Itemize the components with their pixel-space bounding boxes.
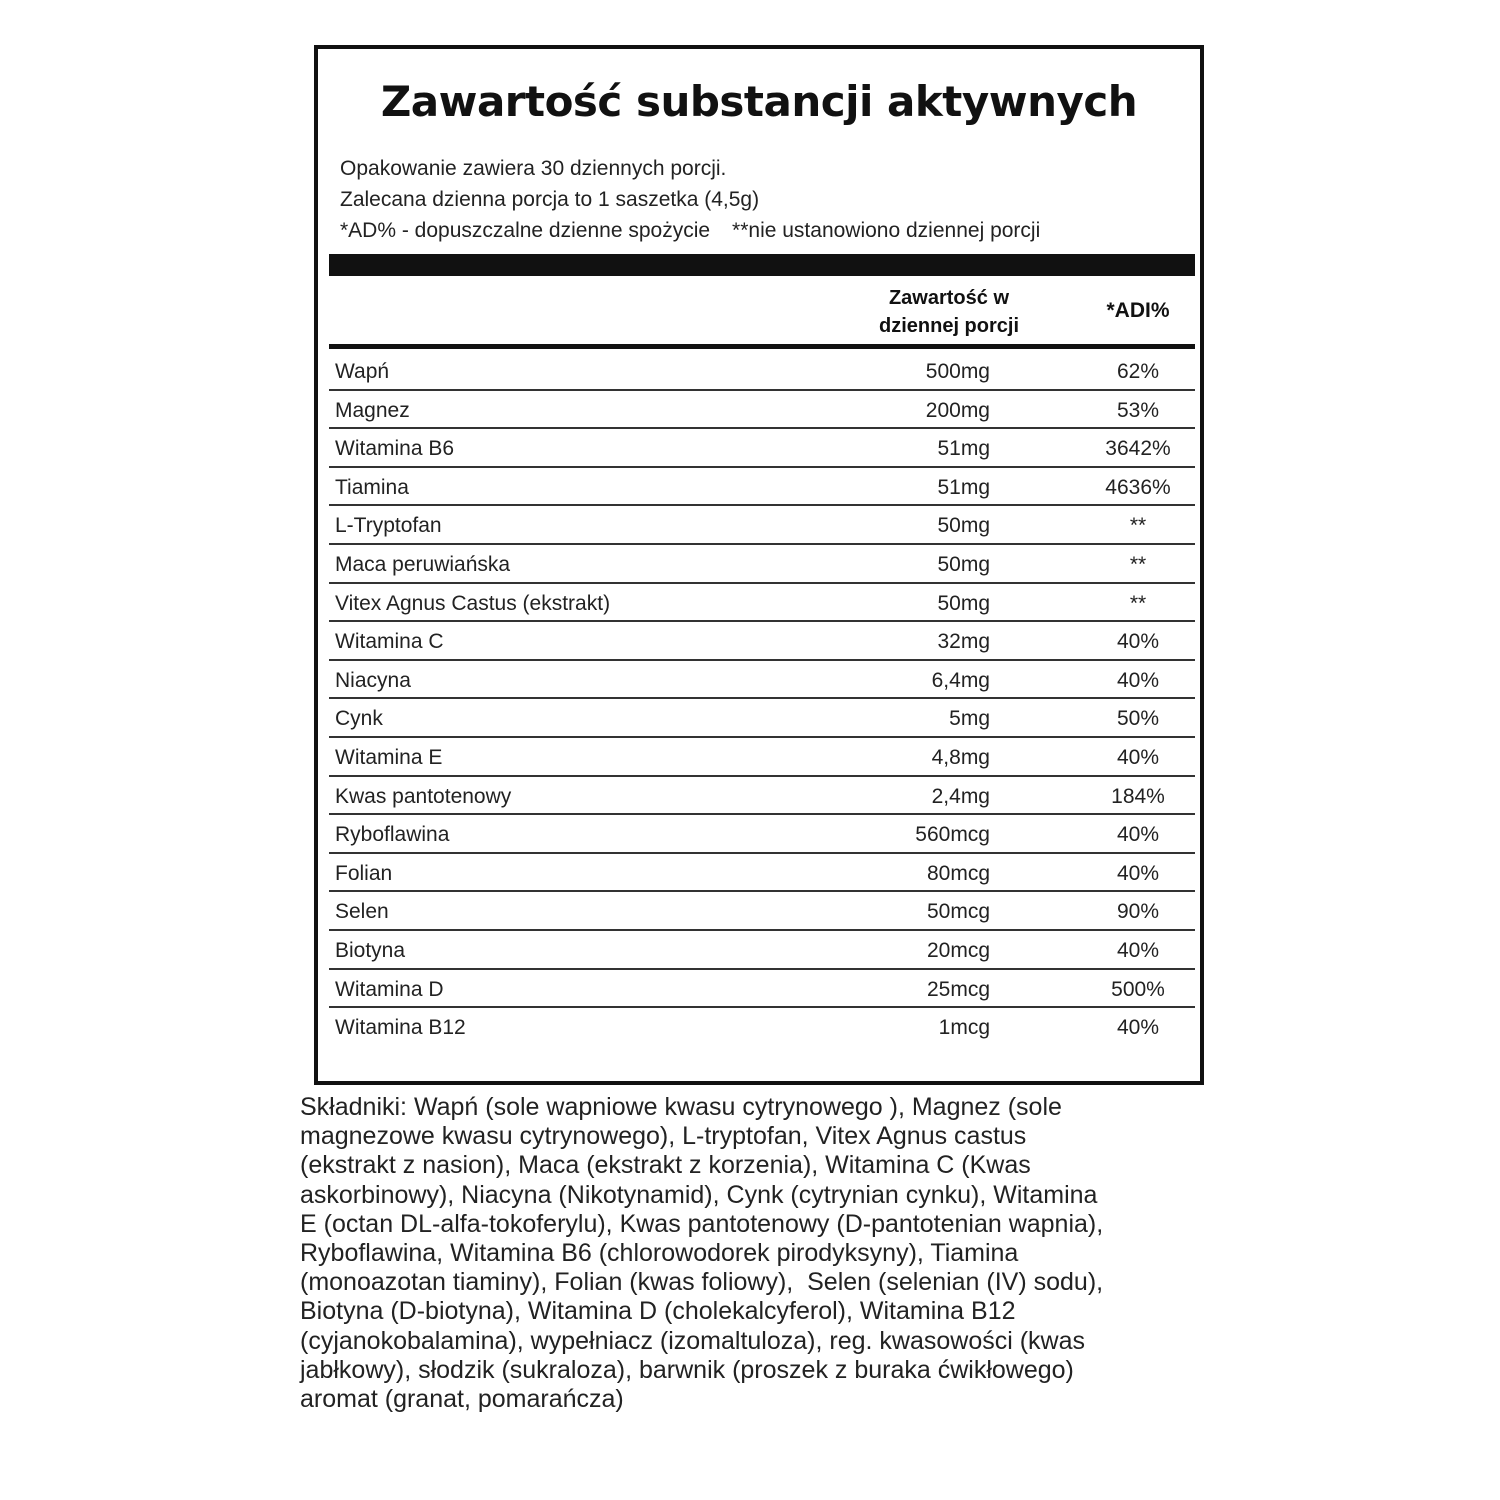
ingredients-line: E (octan DL-alfa-tokoferylu), Kwas pantotenowy (D-pantotenian wapnia), <box>300 1209 1104 1238</box>
nutrient-amount: 20mcg <box>926 938 990 962</box>
ingredients-line: Ryboflawina, Witamina B6 (chlorowodorek pirodyksyny), Tiamina <box>300 1239 1019 1268</box>
nutrient-amount: 1mcg <box>938 1016 990 1040</box>
nutrient-amount: 500mg <box>925 360 990 383</box>
ingredients-line: magnezowe kwasu cytrynowego), L-tryptofan, Vitex Agnus castus <box>300 1122 1027 1151</box>
table-row <box>329 468 1195 507</box>
nutrient-adi: 40% <box>1116 938 1160 962</box>
nutrient-amount: 50mg <box>937 514 990 538</box>
table-row <box>329 661 1195 700</box>
header-bar <box>329 254 1195 276</box>
ingredients-line: jabłkowy), słodzik (sukraloza), barwnik (proszek z buraka ćwikłowego) <box>300 1355 1074 1384</box>
nutrient-name: Kwas pantotenowy <box>335 784 512 808</box>
nutrient-adi: 40% <box>1116 861 1160 885</box>
nutrient-adi: 50% <box>1116 707 1160 731</box>
nutrient-table <box>329 352 1195 1047</box>
panel-title: Zawartość substancji aktywnych <box>380 77 1138 126</box>
nutrient-adi: 40% <box>1116 1016 1160 1040</box>
nutrient-name: Vitex Agnus Castus (ekstrakt) <box>335 591 611 615</box>
nutrient-adi: 3642% <box>1105 437 1171 461</box>
table-row <box>329 892 1195 931</box>
nutrient-name: L-Tryptofan <box>335 514 442 538</box>
table-row <box>329 699 1195 738</box>
ingredients-line: askorbinowy), Niacyna (Nikotynamid), Cynk (cytrynian cynku), Witamina <box>300 1180 1098 1209</box>
table-row <box>329 815 1195 854</box>
nutrient-name: Magnez <box>335 398 410 422</box>
nutrient-amount: 6,4mg <box>931 668 990 692</box>
nutrient-adi: 62% <box>1116 360 1160 383</box>
serving-info: Zalecana dzienna porcja to 1 saszetka (4,5g) <box>340 188 760 211</box>
nutrient-adi: 40% <box>1116 630 1160 654</box>
intro-text <box>340 153 1040 246</box>
nutrition-panel <box>314 45 1204 1085</box>
nutrient-amount: 32mg <box>937 630 990 654</box>
table-row <box>329 970 1195 1009</box>
nutrient-adi: ** <box>1129 514 1147 538</box>
column-header-adi: *ADI% <box>1106 299 1170 322</box>
column-header-amount-line1: Zawartość w <box>888 287 1010 309</box>
table-row <box>329 738 1195 777</box>
nutrient-name: Witamina B12 <box>335 1016 466 1040</box>
nutrient-amount: 50mg <box>937 591 990 615</box>
footnotes <box>340 215 1040 246</box>
nutrient-amount: 2,4mg <box>931 784 990 808</box>
nutrient-adi: ** <box>1129 552 1147 576</box>
nutrient-name: Selen <box>335 900 389 924</box>
table-row <box>329 584 1195 623</box>
table-row <box>329 352 1195 391</box>
footnote-not-established: **nie ustanowiono dziennej porcji <box>732 219 1041 242</box>
column-header-amount <box>838 284 1060 340</box>
nutrient-amount: 50mcg <box>926 900 990 924</box>
nutrient-name: Wapń <box>335 360 390 383</box>
table-row <box>329 391 1195 430</box>
nutrient-amount: 4,8mg <box>931 745 990 769</box>
nutrient-name: Cynk <box>335 707 383 731</box>
nutrient-adi: 53% <box>1116 398 1160 422</box>
nutrient-name: Witamina B6 <box>335 437 455 461</box>
nutrient-name: Maca peruwiańska <box>335 552 511 576</box>
nutrient-adi: ** <box>1129 591 1147 615</box>
nutrient-name: Witamina D <box>335 977 444 1001</box>
nutrient-name: Niacyna <box>335 668 411 692</box>
nutrient-name: Witamina C <box>335 630 444 654</box>
package-info: Opakowanie zawiera 30 dziennych porcji. <box>340 157 727 180</box>
nutrient-name: Witamina E <box>335 745 443 769</box>
nutrient-adi: 40% <box>1116 668 1160 692</box>
nutrient-adi: 184% <box>1111 784 1165 808</box>
header-rule <box>329 344 1195 349</box>
table-row <box>329 931 1195 970</box>
table-row <box>329 854 1195 893</box>
nutrient-amount: 560mcg <box>915 823 990 847</box>
table-row <box>329 622 1195 661</box>
ingredients-list <box>300 1093 1250 1414</box>
nutrient-name: Biotyna <box>335 938 406 962</box>
nutrient-name: Tiamina <box>335 475 409 499</box>
nutrient-adi: 40% <box>1116 745 1160 769</box>
nutrient-amount: 50mg <box>937 552 990 576</box>
ingredients-line: (monoazotan tiaminy), Folian (kwas foliowy), Selen (selenian (IV) sodu), <box>300 1268 1104 1297</box>
table-row <box>329 1008 1195 1047</box>
ingredients-line: aromat (granat, pomarańcza) <box>300 1385 624 1414</box>
column-header-amount-line2: dziennej porcji <box>878 315 1020 337</box>
nutrient-name: Ryboflawina <box>335 823 450 847</box>
nutrient-amount: 25mcg <box>926 977 990 1001</box>
nutrient-adi: 4636% <box>1105 475 1171 499</box>
nutrient-amount: 80mcg <box>926 861 990 885</box>
nutrient-adi: 500% <box>1111 977 1165 1001</box>
ingredients-line: Składniki: Wapń (sole wapniowe kwasu cytrynowego ), Magnez (sole <box>300 1093 1062 1121</box>
nutrient-name: Folian <box>335 861 393 885</box>
ingredients-line: (ekstrakt z nasion), Maca (ekstrakt z korzenia), Witamina C (Kwas <box>300 1151 1031 1180</box>
nutrient-amount: 51mg <box>937 475 990 499</box>
nutrient-adi: 40% <box>1116 823 1160 847</box>
ingredients-line: Biotyna (D-biotyna), Witamina D (cholekalcyferol), Witamina B12 <box>300 1297 1016 1326</box>
footnote-adi: *AD% - dopuszczalne dzienne spożycie <box>340 219 711 242</box>
table-row <box>329 545 1195 584</box>
table-row <box>329 777 1195 816</box>
table-row <box>329 506 1195 545</box>
table-row <box>329 429 1195 468</box>
nutrient-adi: 90% <box>1116 900 1160 924</box>
nutrient-amount: 5mg <box>949 707 990 731</box>
nutrient-amount: 51mg <box>937 437 990 461</box>
ingredients-line: (cyjanokobalamina), wypełniacz (izomaltuloza), reg. kwasowości (kwas <box>300 1326 1086 1355</box>
nutrient-amount: 200mg <box>925 398 990 422</box>
